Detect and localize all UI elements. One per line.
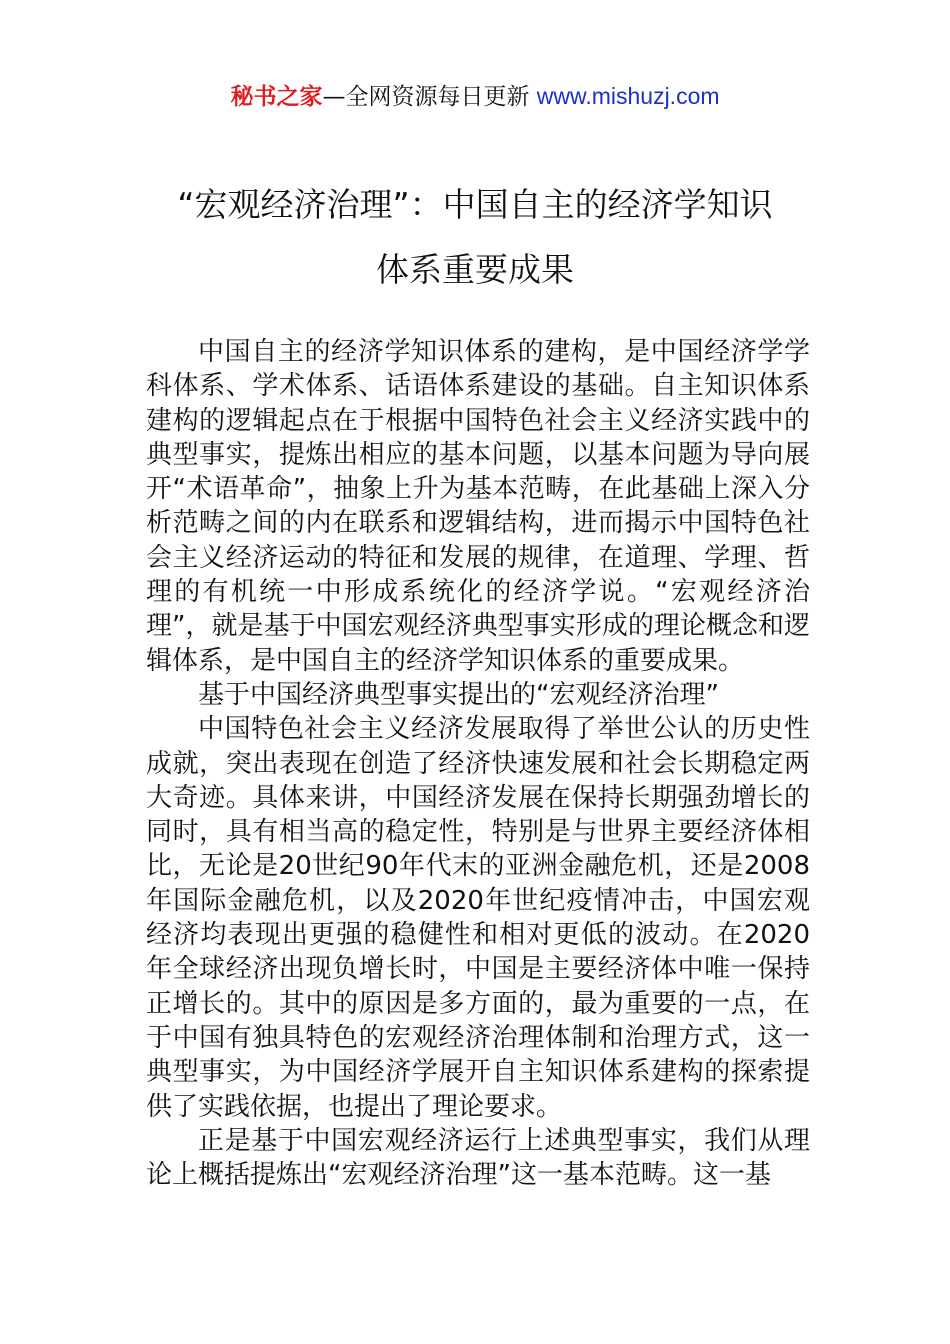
paragraph-facts: 中国特色社会主义经济发展取得了举世公认的历史性成就，突出表现在创造了经济快速发展和社会长期稳定两大奇迹。具体来讲，中国经济发展在保持长期强劲增长的同时，具有相当高的稳定性，特别是与世界主要经济体相比，无论是20世纪90年代末的亚洲金融危机，还是2008年国际金融危机，以及2020年世纪疫情冲击，中国宏观经济均表现出更强的稳健性和相对更低的波动。在2020年全球经济出现负增长时，中国是主要经济体中唯一保持正增长的。其中的原因是多方面的，最为重要的一点，在于中国有独具特色的宏观经济治理体制和治理方式，这一典型事实，为中国经济学展开自主知识体系建构的探索提供了实践依据，也提出了理论要求。 (146, 714, 810, 1122)
article-title-line-1: “宏观经济治理”：中国自主的经济学知识 (177, 185, 773, 224)
paragraph-intro: 中国自主的经济学知识体系的建构，是中国经济学学科体系、学术体系、话语体系建设的基础。自主知识体系建构的逻辑起点在于根据中国特色社会主义经济实践中的典型事实，提炼出相应的基本问题，以基本问题为导向展开“术语革命”，抽象上升为基本范畴，在此基础上深入分析范畴之间的内在联系和逻辑结构，进而揭示中国特色社会主义经济运动的特征和发展的规律，在道理、学理、哲理的有机统一中形成系统化的经济学说。“宏观经济治理”，就是基于中国宏观经济典型事实形成的理论概念和逻辑体系，是中国自主的经济学知识体系的重要成果。 (146, 337, 810, 676)
article-title-line-2: 体系重要成果 (376, 250, 574, 289)
paragraph-conclusion: 正是基于中国宏观经济运行上述典型事实，我们从理论上概括提炼出“宏观经济治理”这一基本范畴。这一基 (146, 1125, 810, 1191)
article-body (146, 335, 810, 1192)
brand-name: 秘书之家 (230, 84, 323, 110)
header-slogan: —全网资源每日更新 (322, 84, 537, 110)
site-header (0, 80, 950, 113)
site-url-link[interactable]: www.mishuzj.com (536, 83, 720, 109)
section-heading: 基于中国经济典型事实提出的“宏观经济治理” (198, 679, 719, 710)
